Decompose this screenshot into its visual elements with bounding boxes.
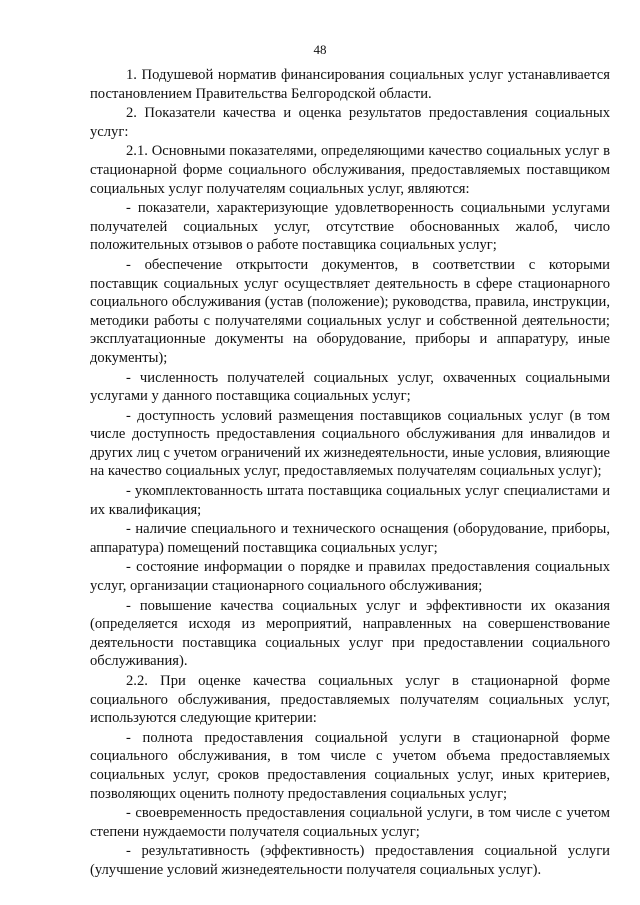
page-number: 48	[313, 42, 327, 57]
list-item: - результативность (эффективность) предоставления социальной услуги (улучшение условий жизнедеятельности получателя социальных услуг).	[90, 843, 610, 878]
paragraph-2-2: 2.2. При оценке качества социальных услуг в стационарной форме социального обслуживания, предоставляемых получателям социальных услуг, используются следующие критерии:	[90, 673, 610, 727]
paragraph-2: 2. Показатели качества и оценка результатов предоставления социальных услуг:	[90, 105, 610, 140]
list-item: - обеспечение открытости документов, в соответствии с которыми поставщик социальных услуг осуществляет деятельность в сфере стационарного социального обслуживания (устав (положение); руководства, правила, инструкции, методики работы с получателями социальных услуг и собственной деятельности; эксплуатационные документы на оборудование, приборы и аппаратуру, иные документы);	[90, 256, 610, 366]
list-item: - укомплектованность штата поставщика социальных услуг специалистами и их квалификация;	[90, 483, 610, 518]
list-item: - наличие специального и технического оснащения (оборудование, приборы, аппаратура) помещений поставщика социальных услуг;	[90, 521, 610, 556]
list-item: - полнота предоставления социальной услуги в стационарной форме социального обслуживания, в том числе с учетом объема предоставляемых социальных услуг, сроков предоставления социальных услуг, иных критериев, позволяющих оценить полноту предоставления социальных услуг;	[90, 729, 610, 802]
list-item: - состояние информации о порядке и правилах предоставления социальных услуг, организации стационарного социального обслуживания;	[90, 559, 610, 595]
list-item: - своевременность предоставления социальной услуги, в том числе с учетом степени нуждаемости получателя социальных услуг;	[90, 805, 610, 840]
list-item: - показатели, характеризующие удовлетворенность социальными услугами получателей социальных услуг, отсутствие обоснованных жалоб, число положительных отзывов о работе поставщика социальных услуг;	[90, 200, 610, 254]
list-item: - доступность условий размещения поставщиков социальных услуг (в том числе доступность предоставления социального обслуживания для инвалидов и других лиц с учетом ограничений их жизнедеятельности, иные условия, влияющие на качество социальных услуг, предоставляемых получателям социальных услуг);	[90, 407, 610, 480]
list-item: - численность получателей социальных услуг, охваченных социальными услугами у данного поставщика социальных услуг;	[90, 369, 610, 405]
list-item: - повышение качества социальных услуг и эффективности их оказания (определяется исходя из мероприятий, направленных на совершенствование деятельности поставщика социальных услуг при предоставлении социального обслуживания).	[90, 597, 610, 670]
paragraph-2-1: 2.1. Основными показателями, определяющими качество социальных услуг в стационарной форме социального обслуживания, предоставляемых поставщиком социальных услуг получателям социальных услуг, являются:	[90, 143, 610, 197]
document-body	[90, 66, 610, 880]
paragraph-1: 1. Подушевой норматив финансирования социальных услуг устанавливается постановлением Правительства Белгородской области.	[90, 67, 610, 102]
